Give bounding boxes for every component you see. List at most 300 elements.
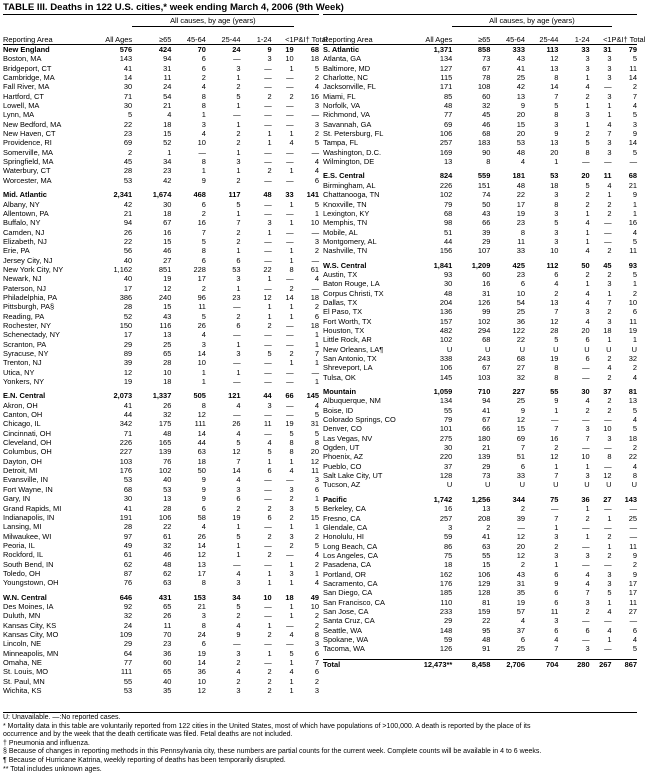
cell-value: — [264, 283, 272, 293]
table-row [3, 649, 319, 658]
cell-value: 1 [289, 611, 294, 621]
reporting-area: Charlotte, NC [323, 73, 369, 83]
cell-value: 2 [236, 236, 241, 246]
table-row [323, 644, 637, 653]
cell-value: 69 [123, 138, 133, 148]
cell-value: 3 [607, 91, 612, 101]
cell-value: U [584, 344, 590, 354]
cell-value: 11 [629, 246, 637, 256]
reporting-area: St. Louis, MO [3, 667, 49, 677]
table-row [323, 335, 637, 344]
cell-value: 9 [554, 396, 559, 406]
cell-value: 62 [163, 568, 172, 578]
cell-value: 867 [612, 659, 637, 669]
cell-value: 25 [628, 513, 637, 523]
cell-value: 60 [482, 269, 491, 279]
cell-value: 22 [163, 522, 172, 532]
table-row [323, 209, 637, 218]
right-table [323, 14, 645, 669]
cell-value: 12 [603, 471, 612, 481]
cell-value: 2 [128, 147, 133, 157]
cell-value: 26 [197, 531, 206, 541]
cell-value: 33 [285, 190, 294, 200]
cell-value: 1 [632, 279, 637, 289]
cell-value: 1 [289, 311, 294, 321]
cell-value: 12 [516, 415, 525, 425]
cell-value: 2 [314, 246, 319, 256]
table-row [3, 494, 319, 503]
cell-value: 1 [585, 532, 590, 542]
cell-value: 1 [289, 246, 294, 256]
cell-value: — [264, 494, 272, 504]
col-1-24: 1-24 [558, 27, 589, 45]
cell-value: 3 [585, 550, 590, 560]
cell-value: 18 [163, 208, 172, 218]
cell-value: 8 [201, 578, 206, 588]
cell-value: 1 [632, 208, 637, 218]
cell-value: 5 [314, 199, 319, 209]
cell-value: 46 [163, 550, 172, 560]
cell-value: 2 [201, 283, 206, 293]
footnote: U: Unavailable. —:No reported cases. [3, 714, 121, 721]
cell-value: 6 [314, 484, 319, 494]
cell-value: 50 [197, 466, 206, 476]
reporting-area: Cincinnati, OH [3, 428, 51, 438]
reporting-area: Santa Cruz, CA [323, 616, 375, 626]
cell-value: 4 [554, 279, 559, 289]
cell-value: 4 [236, 568, 241, 578]
cell-value: 11 [163, 620, 172, 630]
cell-value: 29 [443, 616, 453, 626]
cell-value: 4 [632, 461, 637, 471]
cell-value: 12 [197, 686, 206, 696]
cell-value: 6 [554, 625, 559, 635]
cell-value: 5 [236, 199, 241, 209]
cell-value: 55 [443, 405, 453, 415]
cell-value: 14 [628, 73, 637, 83]
col-pi-total: P&I† Total [294, 27, 319, 45]
left-table-body [3, 45, 319, 696]
footnote: ** Total includes unknown ages. [3, 765, 102, 773]
cell-value: 8 [201, 620, 206, 630]
cell-value: 710 [477, 387, 491, 397]
cell-value: 7 [607, 297, 612, 307]
cell-value: 17 [628, 588, 637, 598]
cell-value: — [286, 367, 294, 377]
reporting-area: Somerville, MA [3, 147, 54, 157]
cell-value: 34 [163, 157, 172, 167]
reporting-area: Fort Wayne, IN [3, 484, 53, 494]
reporting-area: Tampa, FL [323, 138, 359, 148]
cell-value: — [311, 227, 319, 237]
cell-value: 52 [123, 311, 133, 321]
cell-value: 6 [236, 320, 241, 330]
cell-value: 1 [314, 330, 319, 340]
cell-value: 2 [236, 82, 241, 92]
reporting-area: Boston, MA [3, 54, 42, 64]
cell-value: 11 [311, 466, 319, 476]
cell-value: 220 [439, 452, 453, 462]
cell-value: 240 [158, 292, 172, 302]
cell-value: 101 [439, 424, 453, 434]
table-row [323, 542, 637, 551]
cell-value: 23 [516, 269, 525, 279]
cell-value: 2 [314, 676, 319, 686]
cell-value: 17 [123, 330, 133, 340]
cell-value: — [286, 157, 294, 167]
cell-value: 41 [482, 405, 491, 415]
cell-value: 30 [581, 387, 590, 397]
reporting-area: Montgomery, AL [323, 236, 377, 246]
cell-value: — [233, 358, 241, 368]
cell-value: 4 [236, 475, 241, 485]
cell-value: — [286, 147, 294, 157]
cell-value: 7 [554, 307, 559, 317]
cell-value: 79 [443, 199, 453, 209]
cell-value: 48 [482, 634, 491, 644]
cell-value: 22 [123, 119, 133, 129]
cell-value: 116 [159, 320, 172, 330]
cell-value: 9 [201, 494, 206, 504]
region-row [323, 495, 637, 504]
cell-value: 4 [314, 157, 319, 167]
cell-value: 16 [443, 504, 453, 514]
cell-value: 65 [163, 349, 172, 358]
cell-value: 55 [482, 550, 491, 560]
cell-value: 44 [197, 438, 206, 448]
cell-value: 2 [289, 349, 294, 358]
cell-value: 2 [632, 82, 637, 92]
cell-value: 1 [289, 218, 294, 228]
cell-value: 32 [628, 354, 637, 363]
cell-value: 4 [585, 569, 590, 579]
reporting-area: Omaha, NE [3, 658, 42, 667]
cell-value: — [264, 246, 272, 256]
cell-value: 32 [516, 372, 525, 382]
cell-value: 169 [439, 147, 453, 157]
cell-value: 1 [289, 522, 294, 532]
reporting-area: Savannah, GA [323, 119, 372, 129]
reporting-area: Long Beach, CA [323, 541, 378, 551]
cell-value: 12 [310, 456, 319, 466]
cell-value: 1 [607, 597, 612, 607]
cell-value: 11 [163, 73, 172, 83]
cell-value: 3 [607, 316, 612, 326]
cell-value: 44 [443, 236, 453, 246]
cell-value: 3 [201, 611, 206, 621]
cell-value: — [233, 559, 241, 569]
reporting-area: Lansing, MI [3, 522, 42, 532]
cell-value: 46 [163, 246, 172, 256]
cell-value: 127 [439, 63, 453, 73]
cell-value: 121 [228, 391, 241, 401]
cell-value: 3 [267, 400, 272, 410]
cell-value: — [264, 428, 272, 438]
cell-value: 5 [128, 110, 133, 120]
cell-value: 280 [558, 659, 589, 669]
cell-value: 6 [314, 175, 319, 185]
cell-value: 3 [236, 157, 241, 167]
footnote: † Pneumonia and influenza. [3, 739, 90, 747]
cell-value: 24 [232, 45, 241, 54]
cell-value: 2 [585, 91, 590, 101]
cell-value: 1 [607, 110, 612, 120]
cell-value: — [604, 560, 612, 570]
cell-value: 1 [607, 101, 612, 111]
cell-value: 2 [314, 73, 319, 83]
cell-value: 6 [314, 667, 319, 677]
cell-value: 3 [554, 119, 559, 129]
cell-value: — [264, 339, 272, 349]
age-group-header: All causes, by age (years) [132, 15, 293, 27]
cell-value: 7 [201, 227, 206, 237]
cell-value: — [233, 377, 241, 387]
cell-value: 2 [585, 269, 590, 279]
cell-value: 19 [285, 419, 294, 429]
cell-value: 33 [581, 45, 590, 54]
reporting-area: Wichita, KS [3, 686, 42, 696]
cell-value: 45 [603, 260, 612, 270]
cell-value: 3 [607, 147, 612, 157]
cell-value: 2 [314, 302, 319, 312]
cell-value: 35 [516, 588, 525, 598]
cell-value: 18 [443, 560, 453, 570]
cell-value: 3 [554, 190, 559, 200]
cell-value: 1 [289, 578, 294, 588]
cell-value: — [629, 157, 637, 167]
cell-value: 1 [585, 227, 590, 237]
reporting-area: Spokane, WA [323, 634, 369, 644]
cell-value: 63 [482, 541, 491, 551]
cell-value: 3 [289, 503, 294, 513]
cell-value: 12 [516, 532, 525, 542]
cell-value: 1 [267, 456, 272, 466]
cell-value: 77 [123, 658, 133, 667]
reporting-area: E.N. Central [3, 391, 46, 401]
table-row [323, 129, 637, 138]
cell-value: 91 [482, 644, 491, 654]
cell-value: 150 [119, 320, 133, 330]
table-row [3, 504, 319, 513]
cell-value: 4 [236, 620, 241, 630]
cell-value: 1 [585, 208, 590, 218]
table-row [3, 228, 319, 237]
cell-value: 29 [482, 236, 491, 246]
cell-value: 22 [263, 264, 272, 274]
cell-value: 18 [550, 180, 559, 190]
cell-value: 1 [607, 634, 612, 644]
cell-value: 16 [482, 279, 491, 289]
cell-value: 1 [289, 166, 294, 176]
col-all-ages: All Ages [98, 27, 133, 45]
table-row [3, 274, 319, 283]
cell-value: 1 [585, 101, 590, 111]
cell-value: 62 [123, 559, 133, 569]
cell-value: 3 [236, 484, 241, 494]
reporting-area: Fresno, CA [323, 513, 361, 523]
table-row [323, 598, 637, 607]
reporting-area: Memphis, TN [323, 218, 368, 228]
cell-value: 4 [289, 667, 294, 677]
cell-value: 24 [197, 629, 206, 639]
cell-value: 1,674 [152, 190, 172, 200]
cell-value: 257 [439, 513, 453, 523]
table-row [3, 358, 319, 367]
region-row [3, 190, 319, 199]
cell-value: 106 [477, 569, 491, 579]
cell-value: 1 [554, 522, 559, 532]
cell-value: 134 [439, 54, 453, 64]
cell-value: 6 [554, 269, 559, 279]
reporting-area: Buffalo, NY [3, 218, 41, 228]
cell-value: 69 [516, 433, 525, 443]
table-row [323, 471, 637, 480]
cell-value: 24 [123, 620, 133, 630]
cell-value: — [264, 119, 272, 129]
cell-value: 27 [516, 363, 525, 373]
table-row [3, 438, 319, 447]
cell-value: 45 [123, 157, 133, 167]
cell-value: 41 [123, 503, 133, 513]
reporting-area: Salt Lake City, UT [323, 471, 383, 481]
table-row [3, 466, 319, 475]
cell-value: 9 [632, 550, 637, 560]
cell-value: 39 [123, 358, 133, 368]
table-row [3, 312, 319, 321]
col-pi-total: P&I† Total [612, 27, 637, 45]
cell-value: 294 [477, 325, 491, 335]
cell-value: 143 [119, 54, 133, 64]
reporting-area: Youngstown, OH [3, 578, 59, 588]
cell-value: 5 [314, 540, 319, 550]
cell-value: 148 [439, 625, 453, 635]
cell-value: 208 [477, 513, 491, 523]
cell-value: 45 [482, 110, 491, 120]
cell-value: 19 [628, 325, 637, 335]
table-row [323, 452, 637, 461]
reporting-area: Seattle, WA [323, 625, 362, 635]
table-row [323, 523, 637, 532]
cell-value: 1 [314, 339, 319, 349]
cell-value: 4 [607, 119, 612, 129]
cell-value: 185 [439, 588, 453, 598]
cell-value: 145 [306, 391, 319, 401]
table-row [3, 54, 319, 63]
reporting-area: Houston, TX [323, 325, 365, 335]
cell-value: 48 [516, 147, 525, 157]
cell-value: 68 [310, 45, 319, 54]
cell-value: 2 [236, 658, 241, 667]
cell-value: 1 [201, 367, 206, 377]
cell-value: 8 [201, 246, 206, 256]
reporting-area: Hartford, CT [3, 91, 44, 101]
cell-value: 102 [439, 190, 453, 200]
cell-value: 141 [306, 190, 319, 200]
cell-value: 68 [482, 129, 491, 139]
cell-value: 1,162 [113, 264, 133, 274]
cell-value: 20 [310, 447, 319, 457]
cell-value: 2 [236, 227, 241, 237]
cell-value: 66 [482, 218, 491, 228]
cell-value: 11 [198, 302, 206, 312]
cell-value: — [582, 415, 590, 425]
col-1-24: 1-24 [241, 27, 272, 45]
cell-value: 3 [607, 578, 612, 588]
table-row [323, 560, 637, 569]
cell-value: 12 [123, 367, 133, 377]
cell-value: 7 [236, 218, 241, 228]
cell-value: 3 [585, 54, 590, 64]
cell-value: 69 [443, 119, 453, 129]
cell-value: 102 [439, 335, 453, 345]
cell-value: 53 [516, 138, 525, 148]
table-row [3, 120, 319, 129]
cell-value: — [582, 616, 590, 626]
cell-value: 30 [123, 101, 133, 111]
cell-value: 19 [285, 45, 294, 54]
cell-value: 3 [314, 475, 319, 485]
cell-value: 89 [123, 349, 133, 358]
cell-value: — [264, 475, 272, 485]
table-row [3, 560, 319, 569]
cell-value: U [553, 344, 559, 354]
cell-value: 16 [197, 218, 206, 228]
cell-value: 5 [607, 588, 612, 598]
cell-value: 7 [314, 658, 319, 667]
reporting-area: Ogden, UT [323, 443, 360, 453]
cell-value: 17 [123, 283, 133, 293]
cell-value: 61 [123, 550, 133, 560]
reporting-area: Lexington, KY [323, 208, 370, 218]
table-row [3, 677, 319, 686]
cell-value: 134 [439, 396, 453, 406]
cell-value: 5 [289, 428, 294, 438]
cell-value: 1 [585, 119, 590, 129]
cell-value: 14 [628, 138, 637, 148]
table-row [3, 621, 319, 630]
cell-value: — [582, 372, 590, 382]
cell-value: 12 [263, 292, 272, 302]
reporting-area: Pasadena, CA [323, 560, 371, 570]
col-65: ≥65 [132, 27, 171, 45]
reporting-area: St. Petersburg, FL [323, 129, 384, 139]
cell-value: 23 [123, 129, 133, 139]
table-row [3, 110, 319, 119]
cell-value: 98 [443, 218, 453, 228]
cell-value: 5 [554, 335, 559, 345]
cell-value: 204 [439, 297, 453, 307]
cell-value: 65 [163, 601, 172, 611]
reporting-area: Birmingham, AL [323, 180, 376, 190]
table-row [3, 293, 319, 302]
reporting-area: Jacksonville, FL [323, 82, 376, 92]
cell-value: 7 [554, 471, 559, 481]
cell-value: 85 [443, 91, 453, 101]
cell-value: 55 [550, 387, 559, 397]
table-row [323, 345, 637, 354]
cell-value: — [604, 415, 612, 425]
cell-value: 108 [477, 82, 491, 92]
cell-value: 36 [197, 667, 206, 677]
cell-value: 2 [267, 686, 272, 696]
cell-value: 4 [607, 625, 612, 635]
table-row [3, 157, 319, 166]
reporting-area: Las Vegas, NV [323, 433, 373, 443]
cell-value: 20 [516, 541, 525, 551]
reporting-area: New Bedford, MA [3, 119, 62, 129]
reporting-area: Kansas City, KS [3, 620, 57, 630]
reporting-area: El Paso, TX [323, 307, 363, 317]
